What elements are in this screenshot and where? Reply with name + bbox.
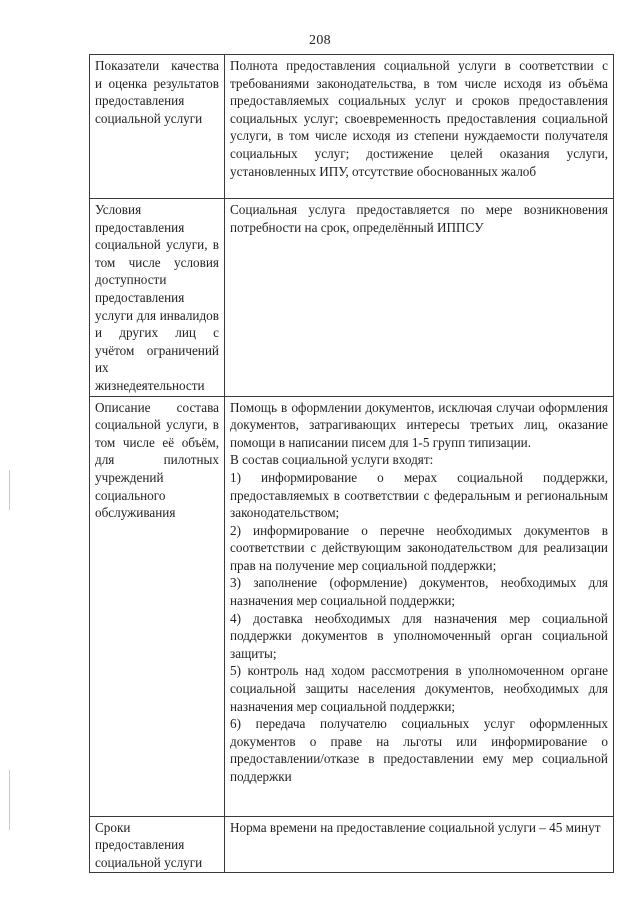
composition-list-item: 6) передача получателю социальных услуг оформленных документов о праве на льготы или информирование о предоставлении/отказе в предоставлении ему мер социальной поддержки	[230, 716, 608, 784]
table-row-service-conditions	[90, 199, 614, 397]
scan-edge-mark	[9, 470, 10, 510]
service-conditions-text: Социальная услуга предоставляется по мере возникновения потребности на срок, определённый ИППСУ	[230, 202, 608, 235]
quality-indicators-text: Полнота предоставления социальной услуги в соответствии с требованиями законодательства, в том числе исходя из объёма предоставляемых социальных услуг и сроков предоставления социальных услуг; своевременность предоставления социальной услуги, в том числе исходя из степени нуждаемости получателя социальных услуг; достижение целей оказания услуги, установленных ИПУ, отсутствие обоснованных жалоб	[230, 58, 608, 179]
row-label-service-composition: Описание состава социальной услуги, в том числе её объём, для пилотных учреждений социального обслуживания	[90, 396, 225, 816]
row-value-service-terms	[225, 816, 614, 873]
composition-list-item: 3) заполнение (оформление) документов, необходимых для назначения мер социальной поддержки;	[230, 575, 608, 609]
service-terms-text: Норма времени на предоставление социальной услуги – 45 минут	[230, 819, 601, 835]
row-value-service-conditions	[225, 199, 614, 397]
service-standard-table	[89, 54, 614, 873]
composition-list-item: 1) информирование о мерах социальной поддержки, предоставляемых в соответствии с федеральным и региональным законодательством;	[230, 469, 608, 521]
row-value-service-composition	[225, 396, 614, 816]
composition-list-heading: В состав социальной услуги входят:	[230, 452, 434, 468]
composition-list-item: 5) контроль над ходом рассмотрения в уполномоченном органе социальной защиты населения документов, необходимых для назначения мер социальной поддержки;	[230, 663, 608, 714]
page-number: 208	[309, 33, 331, 48]
composition-intro-paragraph: Помощь в оформлении документов, исключая случаи оформления документов, затрагивающих интересы третьих лиц, оказание помощи в написании писем для 1-5 групп типизации.	[230, 399, 608, 450]
scan-edge-mark	[9, 770, 10, 830]
row-label-quality-indicators: Показатели качества и оценка результатов предоставления социальной услуги	[90, 55, 225, 199]
table-row-quality-indicators	[90, 55, 614, 199]
table-row-service-composition	[90, 396, 614, 816]
composition-list-item: 4) доставка необходимых для назначения мер социальной поддержки документов в уполномоченный орган социальной защиты;	[230, 610, 608, 661]
row-label-service-terms: Сроки предоставления социальной услуги	[90, 816, 225, 873]
row-value-quality-indicators	[225, 55, 614, 199]
row-label-service-conditions: Условия предоставления социальной услуги, в том числе условия доступности предоставления услуги для инвалидов и других лиц с учётом ограничений их жизнедеятельности	[90, 199, 225, 397]
table-row-service-terms	[90, 816, 614, 873]
composition-list-item: 2) информирование о перечне необходимых документов в соответствии с действующим законодательством для реализации прав на получение мер социальной поддержки;	[230, 522, 608, 573]
